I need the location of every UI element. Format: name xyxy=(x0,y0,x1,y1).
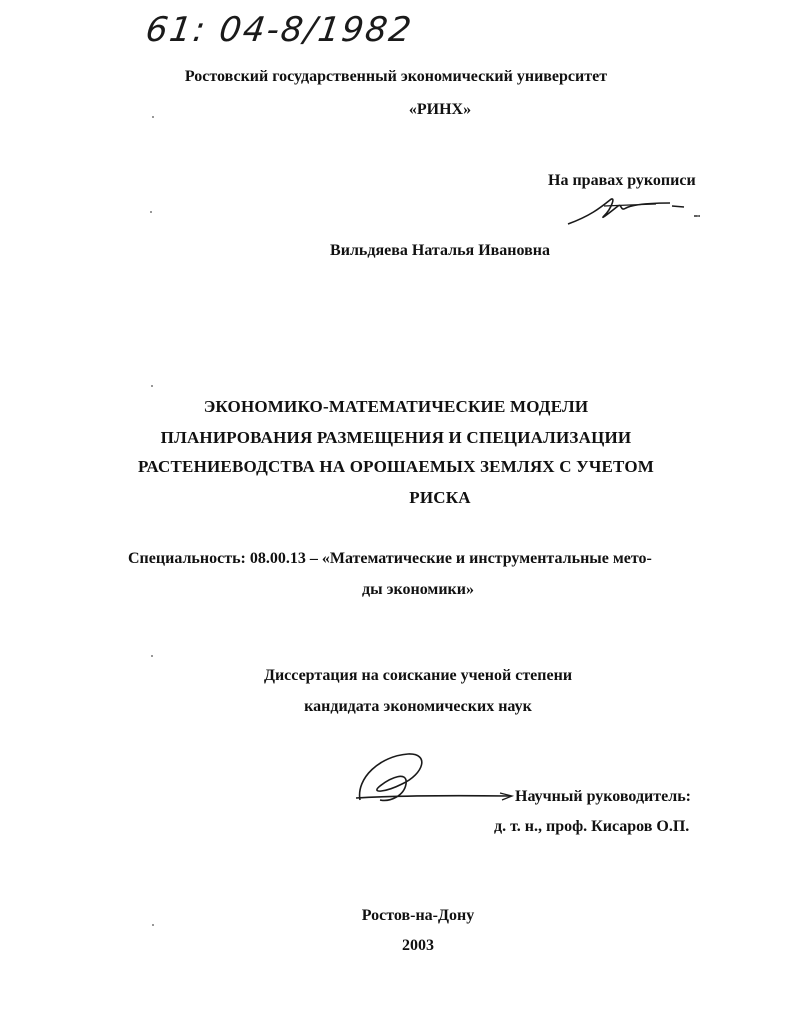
scan-speck xyxy=(150,211,152,213)
supervisor-signature xyxy=(350,748,520,810)
manuscript-note: На правах рукописи xyxy=(548,172,696,189)
title-line-2: ПЛАНИРОВАНИЯ РАЗМЕЩЕНИЯ И СПЕЦИАЛИЗАЦИИ xyxy=(160,428,632,447)
title-line-3: РАСТЕНИЕВОДСТВА НА ОРОШАЕМЫХ ЗЕМЛЯХ С УЧЕТОМ xyxy=(137,457,655,476)
scan-speck xyxy=(152,116,154,118)
specialty-line-1: Специальность: 08.00.13 – «Математические и инструментальные мето- xyxy=(128,550,652,567)
title-line-4: РИСКА xyxy=(409,488,471,507)
scan-speck xyxy=(151,655,153,657)
scan-speck xyxy=(151,385,153,387)
author-signature xyxy=(560,186,710,236)
dissertation-line-1: Диссертация на соискание ученой степени xyxy=(263,667,573,684)
city: Ростов-на-Дону xyxy=(361,907,475,924)
university-abbreviation: «РИНХ» xyxy=(408,101,472,118)
archive-code: 61: 04-8/1982 xyxy=(143,10,416,50)
supervisor-label: Научный руководитель: xyxy=(515,788,691,805)
dissertation-line-2: кандидата экономических наук xyxy=(304,698,532,715)
title-line-1: ЭКОНОМИКО-МАТЕМАТИЧЕСКИЕ МОДЕЛИ xyxy=(203,397,589,416)
supervisor-name: д. т. н., проф. Кисаров О.П. xyxy=(494,818,690,835)
author-name: Вильдяева Наталья Ивановна xyxy=(330,242,550,259)
university-name: Ростовский государственный экономический университет xyxy=(184,68,608,85)
scan-speck xyxy=(697,215,699,217)
scan-speck xyxy=(152,924,154,926)
specialty-line-2: ды экономики» xyxy=(362,581,474,598)
year: 2003 xyxy=(402,937,434,954)
